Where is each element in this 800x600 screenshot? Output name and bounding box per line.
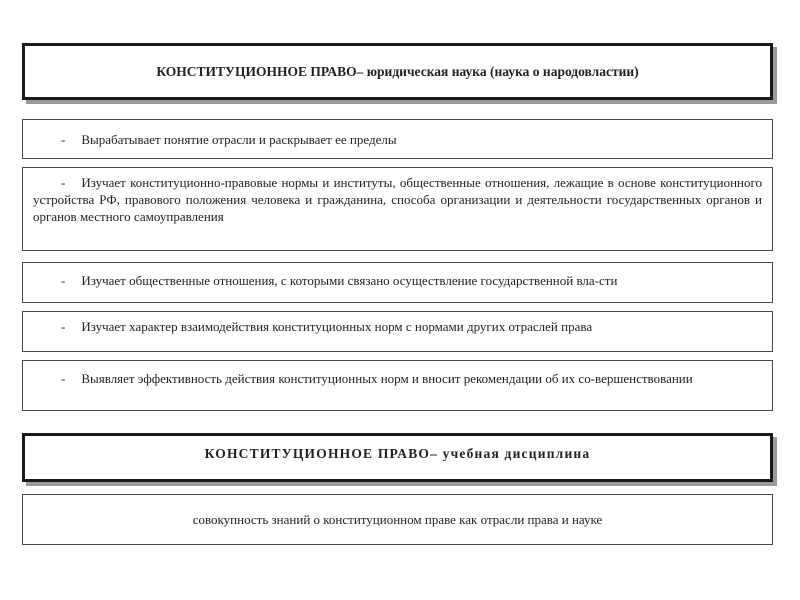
item-text: Изучает конституционно-правовые нормы и институты, общественные отношения, лежащие в основе конституционного устройства РФ, правового положения человека и гражданина, способа организации и деятельности государственных органов и органов местного самоуправления bbox=[33, 175, 762, 224]
discipline-title-rest: – учебная дисциплина bbox=[430, 446, 591, 461]
item-dash: - bbox=[61, 319, 66, 334]
item-dash: - bbox=[61, 273, 66, 288]
science-item-2 bbox=[22, 167, 773, 251]
discipline-definition bbox=[22, 494, 773, 545]
discipline-header bbox=[22, 433, 773, 482]
science-item-4 bbox=[22, 311, 773, 352]
item-text: Изучает характер взаимодействия конституционных норм с нормами других отраслей права bbox=[81, 319, 593, 334]
science-header bbox=[22, 43, 773, 100]
definition-text: совокупность знаний о конституционном праве как отрасли права и науке bbox=[192, 512, 603, 527]
item-text: Вырабатывает понятие отрасли и раскрывает ее пределы bbox=[81, 132, 397, 147]
science-item-5 bbox=[22, 360, 773, 411]
item-dash: - bbox=[61, 371, 66, 386]
item-dash: - bbox=[61, 175, 66, 190]
science-item-1 bbox=[22, 119, 773, 159]
science-item-3 bbox=[22, 262, 773, 303]
science-title-bold: КОНСТИТУЦИОННОЕ ПРАВО bbox=[156, 63, 357, 79]
item-text: Выявляет эффективность действия конституционных норм и вносит рекомендации об их со-вершенствовании bbox=[81, 371, 693, 386]
discipline-title-bold: КОНСТИТУЦИОННОЕ ПРАВО bbox=[204, 446, 431, 461]
item-text: Изучает общественные отношения, с которыми связано осуществление государственной вла-сти bbox=[81, 273, 618, 288]
science-title-rest: – юридическая наука (наука о народовластии) bbox=[356, 63, 639, 79]
item-dash: - bbox=[61, 132, 66, 147]
